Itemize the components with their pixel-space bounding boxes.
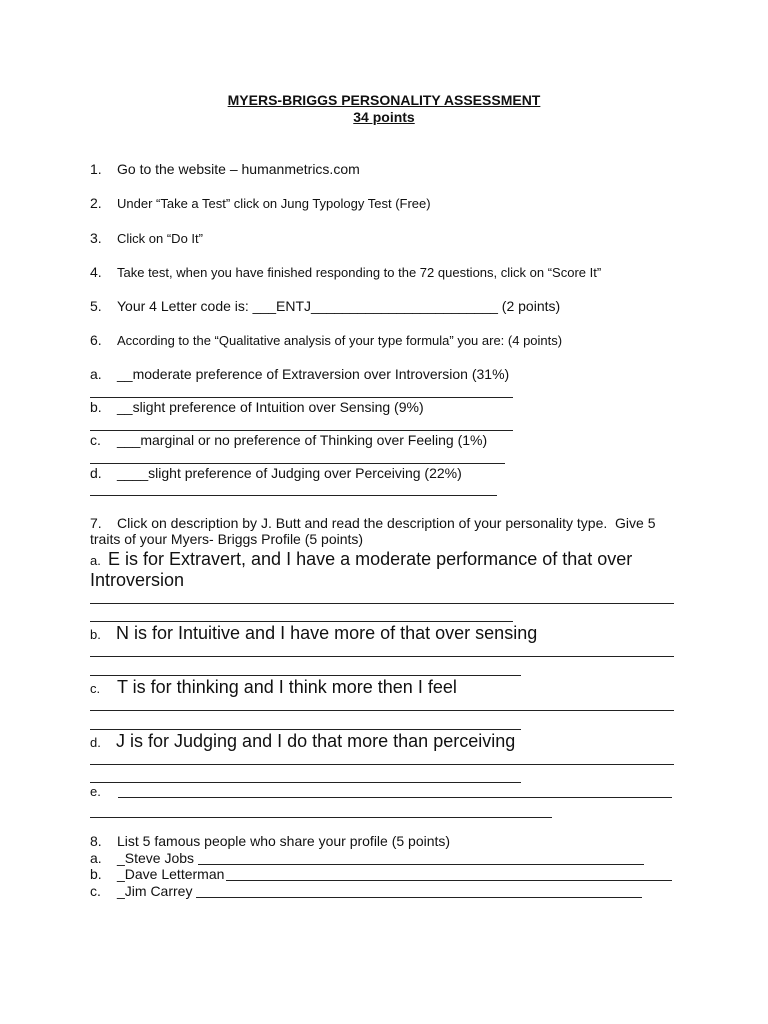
item-4-number: 4. (90, 264, 102, 280)
answer-line (196, 897, 642, 898)
document-subtitle: 34 points (353, 109, 415, 125)
answer-7c-text: T is for thinking and I think more then I feel (117, 677, 457, 697)
answer-8a-text: _Steve Jobs (117, 850, 195, 866)
answer-line (198, 864, 644, 865)
answer-7d-text: J is for Judging and I do that more than perceiving (116, 731, 516, 751)
item-2-text: Under “Take a Test” click on Jung Typology Test (Free) (117, 196, 431, 211)
item-8-number: 8. (90, 833, 102, 849)
item-6-number: 6. (90, 332, 102, 348)
answer-line (90, 430, 513, 431)
answer-6a-text: __moderate preference of Extraversion over Introversion (31%) (117, 366, 510, 382)
answer-line (90, 463, 505, 464)
document-title: MYERS-BRIGGS PERSONALITY ASSESSMENT (227, 92, 541, 108)
item-7-number: 7. (90, 515, 102, 531)
answer-7b-letter: b. (90, 627, 101, 642)
item-1-text: Go to the website – humanmetrics.com (117, 161, 360, 177)
item-3-number: 3. (90, 230, 102, 246)
answer-6d-text: ____slight preference of Judging over Perceiving (22%) (117, 465, 462, 481)
item-1-number: 1. (90, 161, 102, 177)
answer-7a-letter: a. (90, 553, 101, 568)
answer-line (90, 621, 513, 622)
item-4-text: Take test, when you have finished responding to the 72 questions, click on “Score It” (117, 265, 602, 280)
answer-7c-letter: c. (90, 681, 101, 696)
answer-8a-letter: a. (90, 850, 102, 866)
answer-line (90, 603, 674, 604)
answer-8b-letter: b. (90, 866, 102, 882)
answer-line (118, 797, 672, 798)
item-3-text: Click on “Do It” (117, 231, 203, 246)
answer-6b-letter: b. (90, 399, 102, 415)
answer-6d-letter: d. (90, 465, 102, 481)
answer-6a-letter: a. (90, 366, 102, 382)
item-8-text: List 5 famous people who share your profile (5 points) (117, 833, 451, 849)
answer-line (226, 880, 672, 881)
answer-8c-letter: c. (90, 883, 101, 899)
answer-8c-text: _Jim Carrey (117, 883, 193, 899)
answer-8b-text: _Dave Letterman (117, 866, 225, 882)
answer-7a-text: E is for Extravert, and I have a moderate performance of that over (108, 549, 633, 569)
item-2-number: 2. (90, 195, 102, 211)
answer-7a-text-cont: Introversion (90, 570, 185, 590)
answer-line (90, 656, 674, 657)
answer-line (90, 495, 497, 496)
answer-line (90, 675, 521, 676)
answer-line (90, 764, 674, 765)
item-6-text: According to the “Qualitative analysis of your type formula” you are: (4 points) (117, 333, 563, 348)
answer-line (90, 729, 521, 730)
answer-6c-text: ___marginal or no preference of Thinking over Feeling (1%) (117, 432, 488, 448)
answer-line (90, 397, 513, 398)
answer-7e-letter: e. (90, 784, 101, 799)
answer-line (90, 782, 521, 783)
answer-6b-text: __slight preference of Intuition over Sensing (9%) (117, 399, 424, 415)
answer-7d-letter: d. (90, 735, 101, 750)
item-5-number: 5. (90, 298, 102, 314)
answer-6c-letter: c. (90, 432, 101, 448)
answer-7b-text: N is for Intuitive and I have more of that over sensing (116, 623, 538, 643)
item-5-text: Your 4 Letter code is: ___ENTJ________________________ (2 points) (117, 298, 561, 314)
answer-line (90, 817, 552, 818)
item-7-text-line1: Click on description by J. Butt and read the description of your personality type. Give 5 (117, 515, 656, 531)
item-7-text-line2: traits of your Myers- Briggs Profile (5 points) (90, 531, 364, 547)
answer-line (90, 710, 674, 711)
